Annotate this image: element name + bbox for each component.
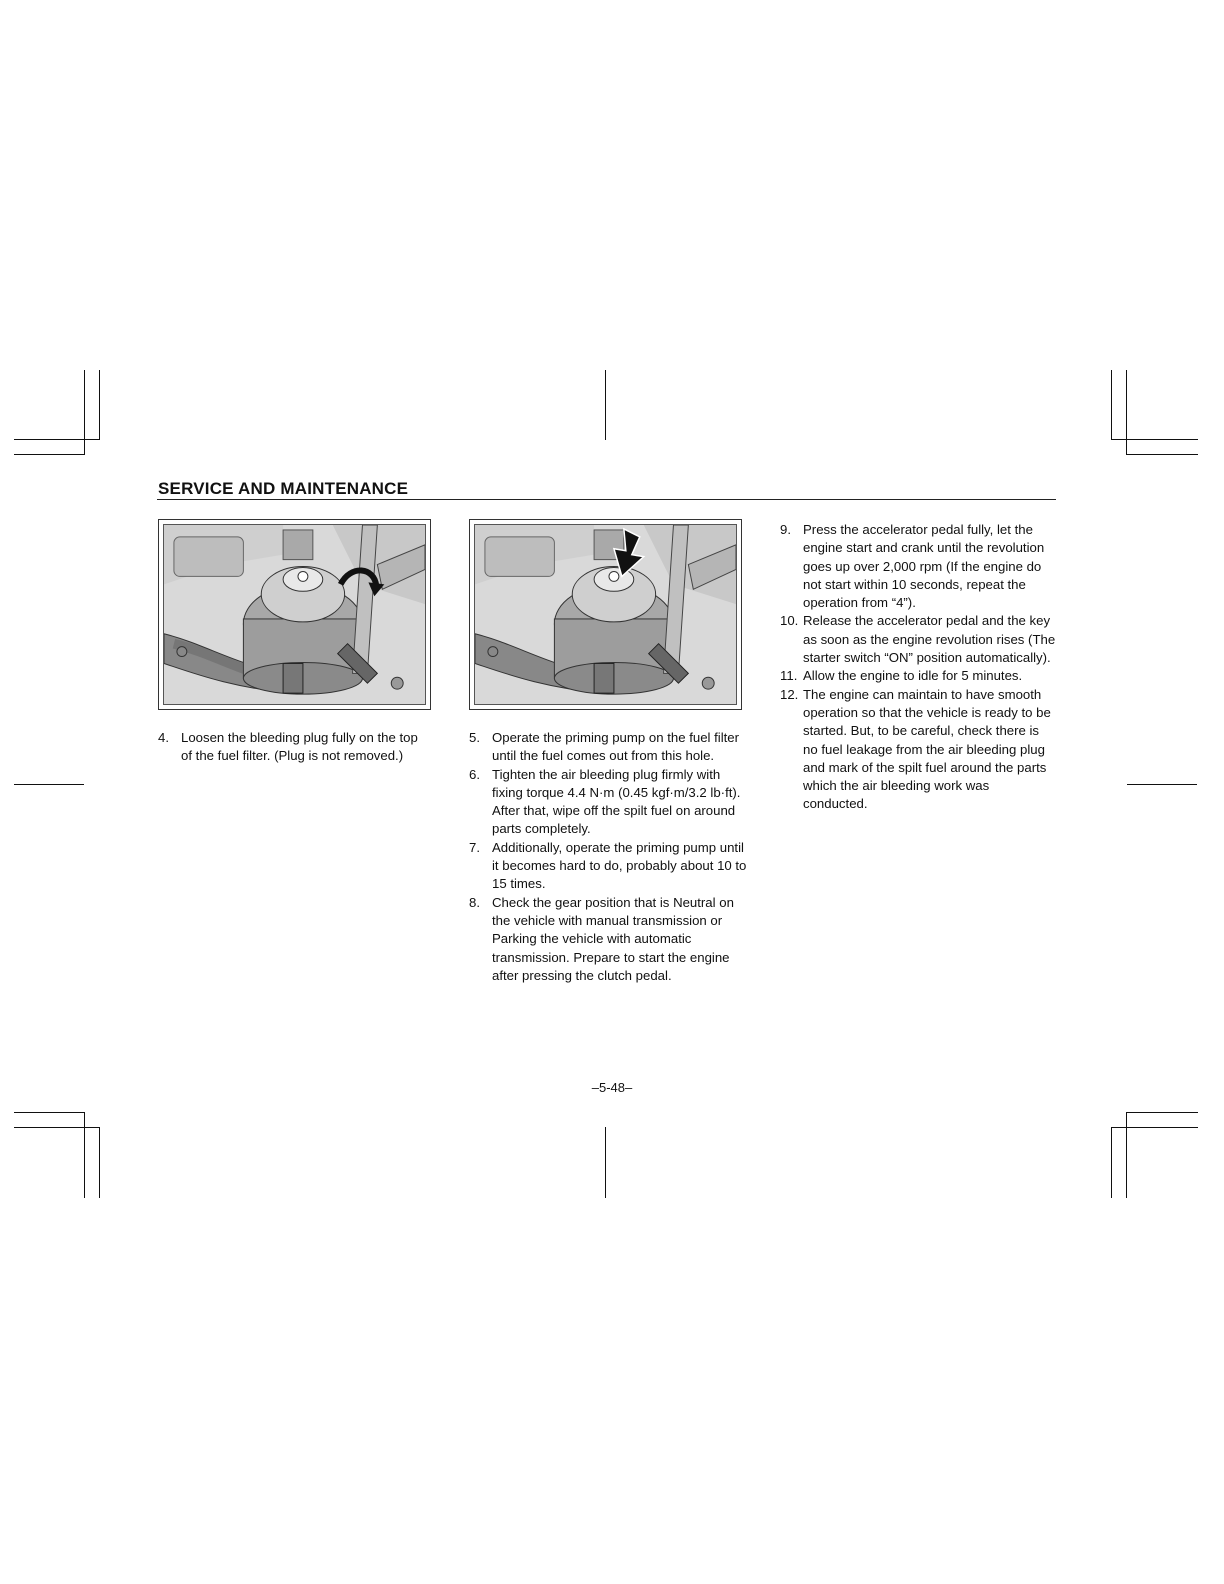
steps-column-3: [780, 521, 1056, 814]
step-number: 10.: [780, 613, 799, 629]
steps-column-2: [469, 729, 747, 985]
list-item: [780, 612, 1056, 667]
step-number: 9.: [780, 522, 791, 537]
page-title: SERVICE AND MAINTENANCE: [158, 479, 409, 498]
step-text: Additionally, operate the priming pump until it becomes hard to do, probably about 10 to 15 times.: [492, 839, 747, 892]
step-number: 11.: [780, 668, 798, 684]
steps-column-1: [158, 729, 428, 766]
list-item: [780, 521, 1056, 612]
fuel-filter-photo-2: [469, 519, 742, 710]
step-text: Tighten the air bleeding plug firmly with fixing torque 4.4 N·m (0.45 kgf·m/3.2 lb·ft). After that, wipe off the spilt fuel on around parts completely.: [492, 766, 741, 837]
step-text: Loosen the bleeding plug fully on the top of the fuel filter. (Plug is not removed.): [181, 730, 418, 764]
list-item: [780, 667, 1056, 685]
page-number: –5-48–: [591, 1080, 633, 1095]
step-number: 12.: [780, 686, 799, 702]
step-number: 8.: [469, 894, 480, 910]
list-item: [469, 894, 747, 985]
step-text: The engine can maintain to have smooth operation so that the vehicle is ready to be started. But, to be careful, check there is no fuel leakage from the air bleeding plug and mark of the spilt fuel around the parts which the air bleeding work was conducted.: [803, 686, 1051, 812]
title-divider: [157, 499, 1056, 500]
step-number: 4.: [158, 730, 169, 745]
step-number: 6.: [469, 766, 480, 782]
step-text: Allow the engine to idle for 5 minutes.: [803, 668, 1023, 684]
step-text: Press the accelerator pedal fully, let the engine start and crank until the revolution goes up over 2,000 rpm (If the engine do not start within 10 seconds, repeat the operation from “4”).: [803, 522, 1045, 611]
step-text: Operate the priming pump on the fuel filter until the fuel comes out from this hole.: [492, 730, 740, 764]
fuel-filter-photo-1: [158, 519, 431, 710]
step-number: 7.: [469, 839, 480, 855]
list-item: [780, 686, 1056, 814]
list-item: [469, 839, 747, 894]
step-number: 5.: [469, 730, 480, 745]
list-item: [469, 729, 747, 766]
list-item: [469, 766, 747, 839]
step-text: Release the accelerator pedal and the key as soon as the engine revolution rises (The starter switch “ON” position automatically).: [803, 613, 1056, 666]
step-text: Check the gear position that is Neutral on the vehicle with manual transmission or Parking the vehicle with automatic transmission. Prepare to start the engine after pressing the clutch pedal.: [492, 894, 734, 983]
list-item: [158, 729, 428, 766]
